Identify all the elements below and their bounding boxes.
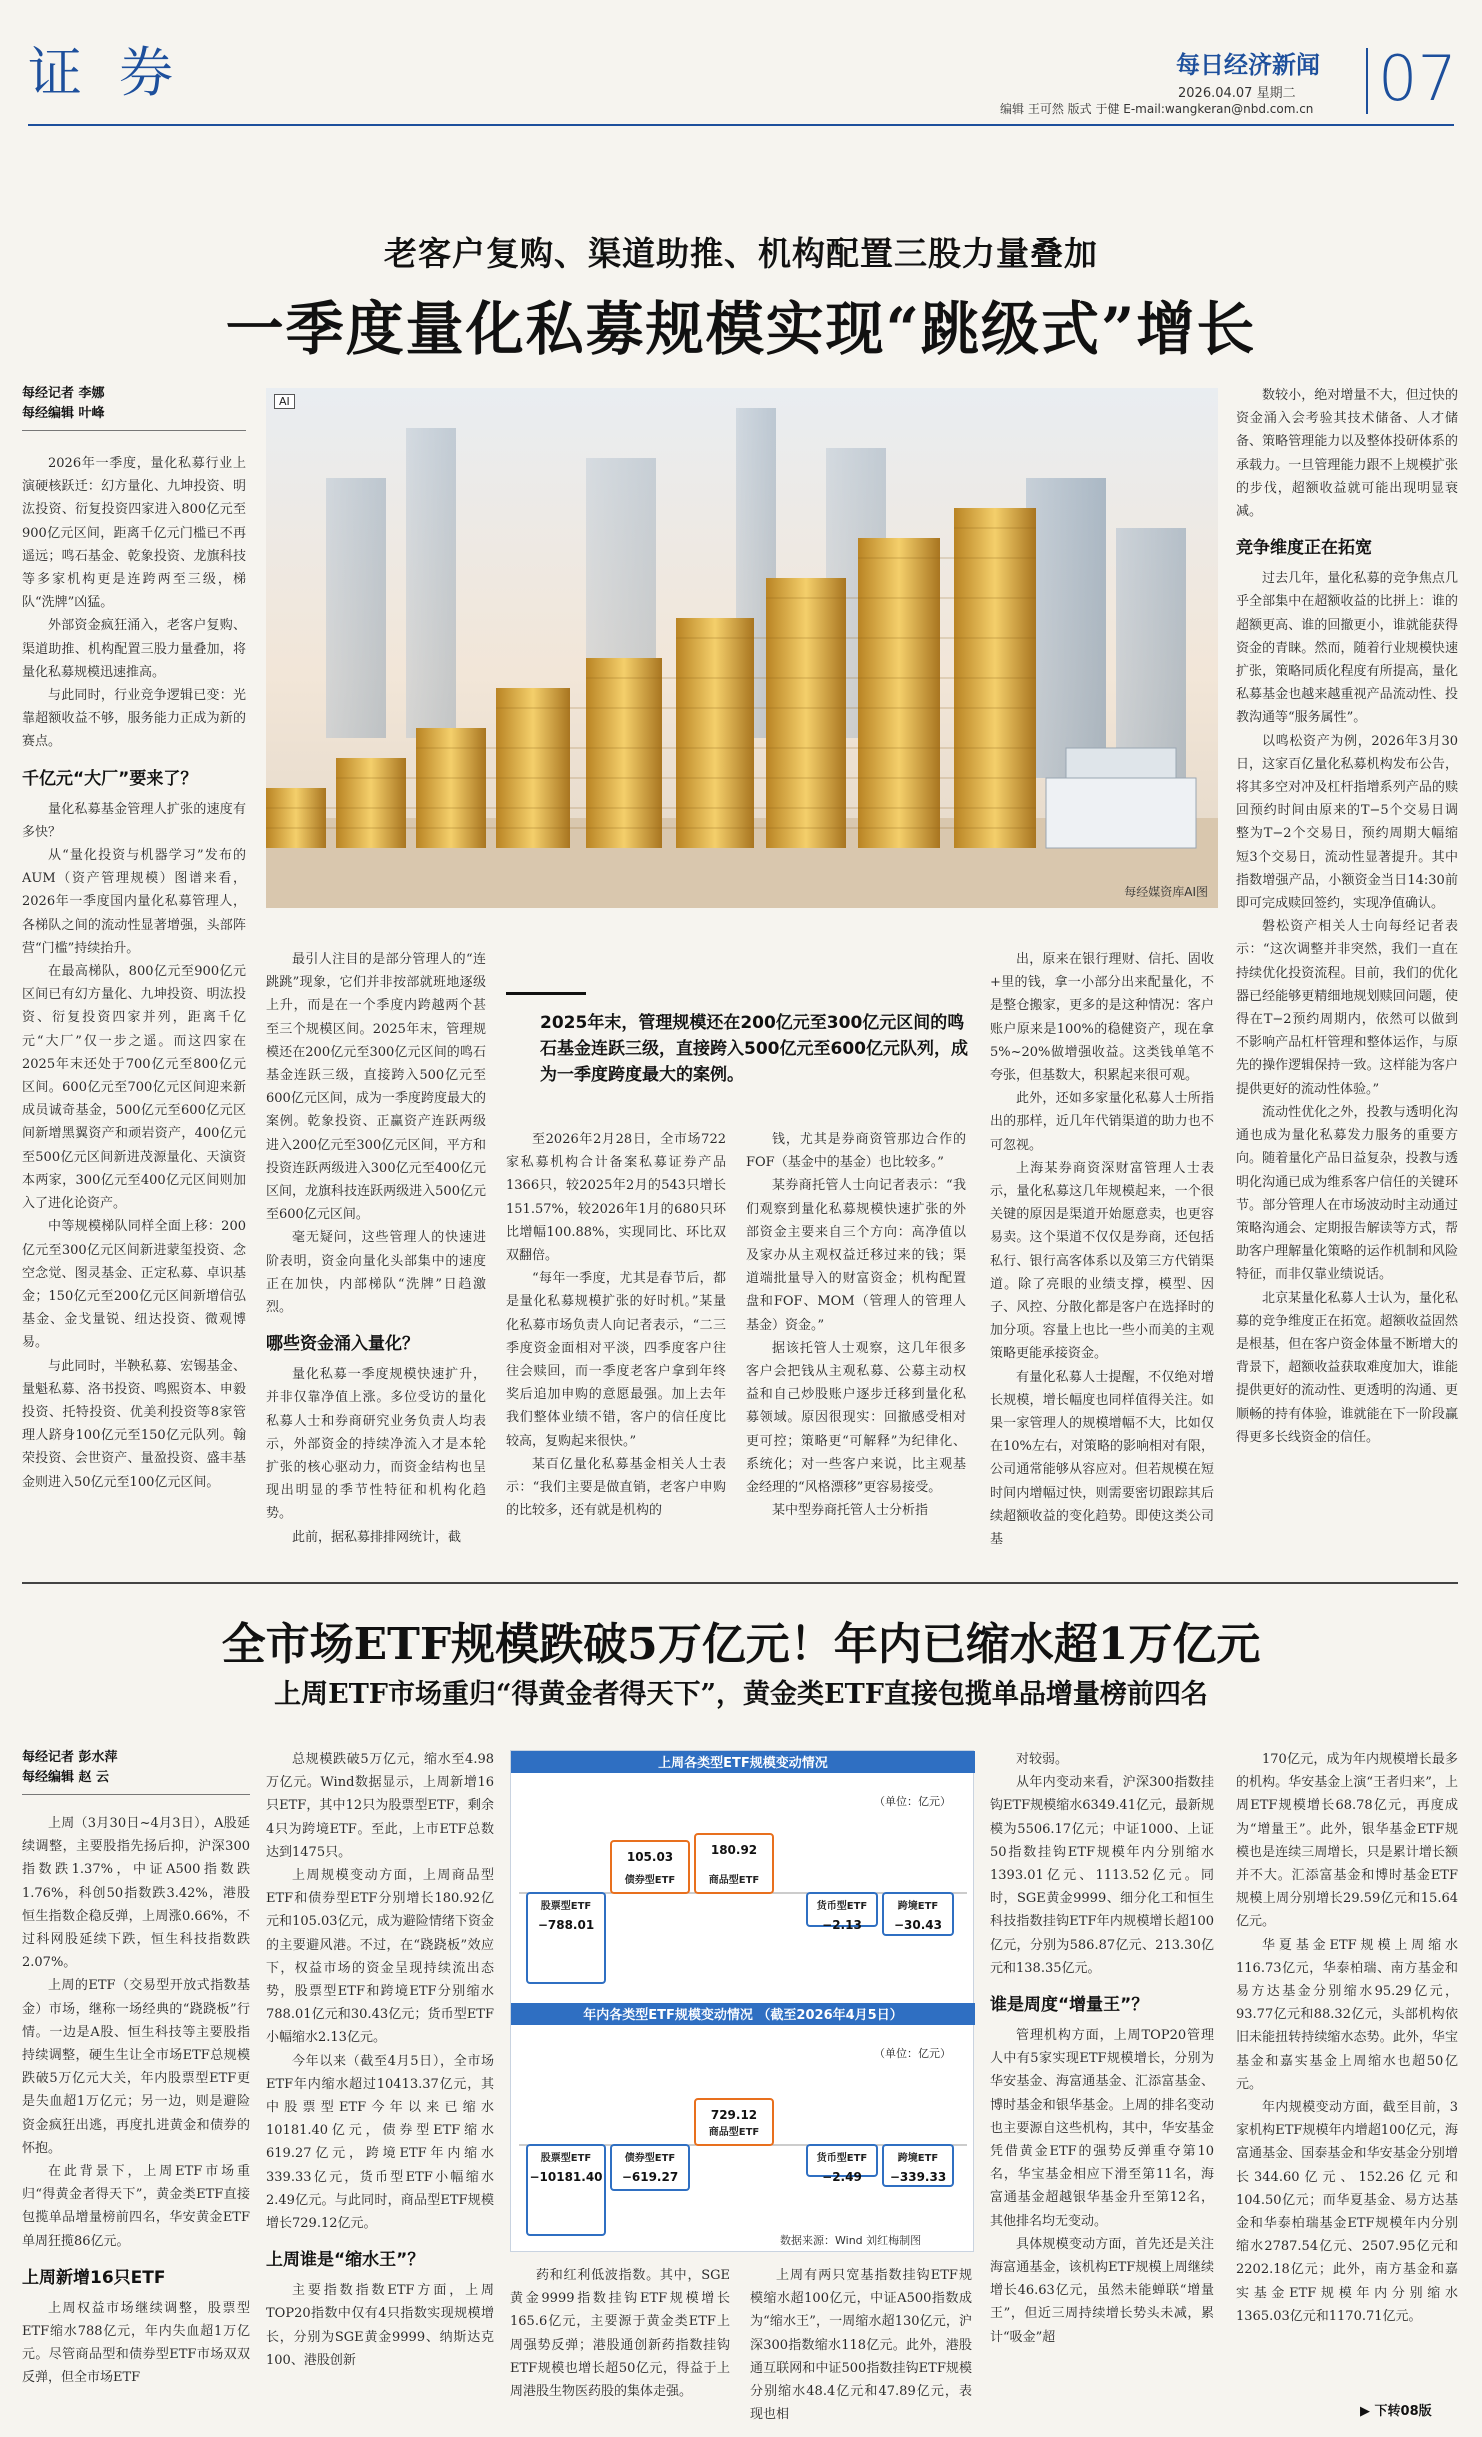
article1-column-3 [506, 1128, 726, 1572]
article2-headline: 全市场ETF规模跌破5万亿元！年内已缩水超1万亿元 [221, 1619, 1261, 1670]
paragraph: 与此同时，半鞅私募、宏锡基金、量魁私募、洛书投资、鸣熙资本、申毅投资、托特投资、优美利投资等8家管理人跻身100亿元至150亿元队列。翰荣投资、会世资产、量盈投资、盛丰基金则进入50亿元至100亿元区间。 [22, 1358, 246, 1490]
article2-byline [22, 1748, 250, 1805]
paragraph: 170亿元，成为年内规模增长最多的机构。华安基金上演“王者归来”，上周ETF规模增长68.78亿元，再度成为“增量王”。此外，银华基金ETF规模也是连续三周增长，只是累计增长额并不大。汇添富基金和博时基金ETF规模上周分别增长29.59亿元和15.64亿元。 [1236, 1752, 1458, 1930]
reporter-name: 每经记者 彭水萍 [22, 1750, 118, 1765]
category-label: 跨境ETF [897, 1901, 939, 1912]
category-label: 货币型ETF [816, 2153, 868, 2164]
article2-column-2 [266, 1748, 494, 2426]
paragraph: 钱，尤其是券商资管那边合作的FOF（基金中的基金）也比较多。” [746, 1132, 966, 1171]
value-label: 729.12 [710, 2108, 758, 2122]
subheading: 上周新增16只ETF [22, 2267, 166, 2288]
masthead [0, 0, 1482, 125]
paragraph: 在最高梯队，800亿元至900亿元区间已有幻方量化、九坤投资、明汯投资、衍复投资四家并列，距离千亿元“大厂”仅一步之遥。而这四家在2025年末还处于700亿元至800亿元区间。600亿元至700亿元区间迎来新成员诚奇基金，500亿元至600亿元区间新增黑翼资产和顽岩资产，400亿元至500亿元区间新进茂源量化、天演资本两家，300亿元至400亿元区间则加入了进化论资产。 [22, 964, 246, 1212]
article1-column-5 [990, 948, 1214, 1572]
byline-rule [22, 1794, 250, 1795]
value-label: −2.13 [822, 1918, 862, 1932]
paragraph: 至2026年2月28日，全市场722家私募机构合计备案私募证券产品1366只，较2025年2月的543只增长151.57%，较2026年1月的680只环比增幅100.88%，实现同比、环比双双翻倍。 [506, 1132, 726, 1264]
paragraph: 某券商托管人士向记者表示：“我们观察到量化私募规模快速扩张的外部资金主要来自三个方向：高净值以及家办从主观权益迁移过来的钱；渠道端批量导入的财富资金；机构配置盘和FOF、MOM（管理人的管理人基金）资金。” [746, 1178, 966, 1333]
continue-arrow-icon: ▶ [1360, 2404, 1375, 2419]
article1-kicker: 老客户复购、渠道助推、机构配置三股力量叠加 [384, 234, 1098, 273]
ai-image-tag: AI [274, 394, 295, 409]
paragraph: 以鸣松资产为例，2026年3月30日，这家百亿量化私募机构发布公告，将其多空对冲及杠杆指增系列产品的赎回预约时间由原来的T−5个交易日调整为T−2个交易日，预约周期大幅缩短3个交易日，流动性显著提升。其中指数增强产品，小额资金当日14:30前即可完成赎回签约，实现净值确认。 [1236, 733, 1458, 912]
paragraph: 上海某券商资深财富管理人士表示，量化私募这几年规模起来，一个很关键的原因是渠道开始愿意卖，也更容易卖。这个渠道不仅仅是券商，还包括私行、银行高客体系以及第三方代销渠道。除了亮眼的业绩支撑，模型、因子、风控、分散化都是客户在选择时的加分项。容量上也比一些小而美的主观策略更能承接资金。 [990, 1160, 1214, 1362]
paragraph: 上周（3月30日~4月3日），A股延续调整，主要股指先扬后抑，沪深300指数跌1.37%，中证A500指数跌1.76%，科创50指数跌3.42%，港股恒生指数企稳反弹，上周涨0.66%，不过科网股延续下跌，恒生科技指数跌2.07%。 [22, 1816, 250, 1971]
value-label: 180.92 [710, 1843, 758, 1857]
category-label: 跨境ETF [897, 2153, 939, 2164]
article2-column-3 [510, 2264, 730, 2426]
paragraph: “每年一季度，尤其是春节后，都是量化私募规模扩张的好时机。”某量化私募市场负责人向记者表示，“二三季度资金面相对平淡，四季度客户往往会赎回，而一季度老客户拿到年终奖后追加申购的意愿最强。加上去年我们整体业绩不错，客户的信任度比较高，复购起来很快。” [506, 1271, 726, 1449]
subheading: 千亿元“大厂”要来了？ [22, 768, 198, 789]
pull-quote [506, 992, 974, 1100]
paragraph: 在此背景下，上周ETF市场重归“得黄金者得天下”，黄金类ETF直接包揽单品增量榜前四名，华安黄金ETF单周狂揽86亿元。 [22, 2164, 250, 2249]
newspaper-name: 每日经济新闻 [1176, 51, 1320, 79]
category-label: 商品型ETF [708, 1875, 760, 1886]
subheading: 谁是周度“增量王”？ [990, 1995, 1149, 2016]
pull-quote-text: 2025年末，管理规模还在200亿元至300亿元区间的鸣石基金连跃三级，直接跨入500亿元至600亿元队列，成为一季度跨度最大的案例。 [540, 1013, 968, 1085]
pull-quote-rule [506, 992, 586, 995]
paragraph: 上周有两只宽基指数挂钩ETF规模缩水超100亿元，中证A500指数成为“缩水王”，一周缩水超130亿元，沪深300指数缩水118亿元。此外，港股通互联网和中证500指数挂钩ETF规模分别缩水48.4亿元和47.89亿元，表现也相 [750, 2268, 972, 2423]
byline-rule [22, 430, 246, 431]
page-number-divider [1366, 48, 1368, 114]
chart-data-source: 数据来源：Wind 刘红梅制图 [780, 2234, 922, 2247]
bar [695, 2099, 773, 2145]
paragraph: 与此同时，行业竞争逻辑已变：光靠超额收益不够，服务能力正成为新的赛点。 [22, 688, 246, 750]
paragraph: 2026年一季度，量化私募行业上演硬核跃迁：幻方量化、九坤投资、明汯投资、衍复投资四家进入800亿元至900亿元区间，距离千亿元门槛已不再遥远；鸣石基金、乾象投资、龙旗科技等多家机构更是连跨两至三级，梯队“洗牌”凶猛。 [22, 456, 246, 611]
paragraph: 最引人注目的是部分管理人的“连跳跳”现象，它们并非按部就班地逐级上升，而是在一个季度内跨越两个甚至三个规模区间。2025年末，管理规模还在200亿元至300亿元区间的鸣石基金连跃三级，直接跨入500亿元至600亿元区间，成为一季度跨度最大的案例。乾象投资、正赢资产连跃两级进入200亿元至300亿元区间，平方和投资连跃两级进入300亿元至400亿元区间，龙旗科技连跃两级进入500亿元至600亿元区间。 [266, 952, 486, 1223]
paragraph: 据该托管人士观察，这几年很多客户会把钱从主观私募、公募主动权益和自己炒股账户逐步迁移到量化私募领域。原因很现实：回撤感受相对更可控；策略更“可解释”为纪律化、系统化；对一些客户来说，比主观基金经理的“风格漂移”更容易接受。 [746, 1340, 966, 1496]
paragraph: 有量化私募人士提醒，不仅绝对增长规模，增长幅度也同样值得关注。如果一家管理人的规模增幅不大，比如仅在10%左右，对策略的影响相对有限，公司通常能够从容应对。但若规模在短时间内增幅过快，则需要密切跟踪其后续超额收益的变化趋势。即使这类公司基 [990, 1369, 1214, 1548]
value-label: 105.03 [626, 1850, 674, 1864]
paragraph: 磐松资产相关人士向每经记者表示：“这次调整并非突然，我们一直在持续优化投资流程。目前，我们的优化器已经能够更精细地规划赎回问题，使得在T−2预约周期内，依然可以做到不影响产品杠杆管理和整体运作，与原先的操作逻辑保持一致。这样能为客户提供更好的流动性体验。” [1236, 919, 1458, 1097]
subheading: 竞争维度正在拓宽 [1236, 538, 1372, 559]
continued-note-text: 下转08版 [1374, 2404, 1432, 2419]
paragraph: 量化私募基金管理人扩张的速度有多快？ [22, 801, 246, 840]
paragraph: 出，原来在银行理财、信托、固收+里的钱，拿一小部分出来配量化，不是整仓搬家，更多的是这种情况：客户账户原来是100%的稳健资产，现在拿5%~20%做增强收益。这类钱单笔不夸张，但基数大，积累起来很可观。 [990, 952, 1214, 1084]
article1-column-6 [1236, 384, 1458, 1572]
chart-unit-label: （单位：亿元） [874, 2047, 951, 2060]
paragraph: 管理机构方面，上周TOP20管理人中有5家实现ETF规模增长，分别为华安基金、海富通基金、汇添富基金、博时基金和银华基金。上周的排名变动也主要源自这些机构，其中，华安基金凭借黄金ETF的强势反弹重夺第10名，华宝基金相应下滑至第11名，海富通基金超越银华基金升至第12名，其他排名均无变动。 [990, 2028, 1214, 2229]
value-label: −619.27 [621, 2170, 679, 2184]
paragraph: 药和红利低波指数。其中，SGE黄金9999指数挂钩ETF规模增长165.6亿元，主要源于黄金类ETF上周强势反弹；港股通创新药指数挂钩ETF规模也增长超50亿元，得益于上周港股生物医药股的集体走强。 [510, 2268, 730, 2400]
paragraph: 某中型券商托管人士分析指 [772, 1503, 929, 1519]
value-label: −339.33 [889, 2170, 947, 2184]
article1-headline: 一季度量化私募规模实现“跳级式”增长 [225, 295, 1257, 363]
paragraph: 量化私募一季度规模快速扩升，并非仅靠净值上涨。多位受访的量化私募人士和券商研究业务负责人均表示，外部资金的持续净流入才是本轮扩张的核心驱动力，而资金结构也呈现出明显的季节性特征和机构化趋势。 [266, 1367, 486, 1522]
paragraph: 毫无疑问，这些管理人的快速进阶表明，资金向量化头部集中的速度正在加快，内部梯队“洗牌”日趋激烈。 [266, 1230, 486, 1316]
category-label: 股票型ETF [540, 1901, 592, 1912]
chart-unit-label: （单位：亿元） [874, 1795, 951, 1808]
paragraph: 上周权益市场继续调整，股票型ETF缩水788亿元，年内失血超1万亿元。尽管商品型和债券型ETF市场双双反弹，但全市场ETF [22, 2300, 250, 2386]
article1-column-2 [266, 948, 486, 1572]
article1-column-1 [22, 452, 246, 1572]
category-label: 债券型ETF [624, 1875, 676, 1886]
paragraph: 过去几年，量化私募的竞争焦点几乎全部集中在超额收益的比拼上：谁的超额更高、谁的回撤更小，谁就能获得资金的青睐。然而，随着行业规模快速扩张，策略同质化程度有所提高，量化私募基金也越来越重视产品流动性、投教沟通等“服务属性”。 [1236, 571, 1458, 726]
article1-illustration [266, 388, 1218, 908]
image-credit: 每经媒资库AI图 [1124, 885, 1208, 899]
subheading: 上周谁是“缩水王”？ [266, 2250, 425, 2271]
category-label: 债券型ETF [624, 2153, 676, 2164]
staff-line: 编辑 王可然 版式 于健 E-mail:wangkeran@nbd.com.cn [1000, 102, 1314, 116]
coin-stacks-city-graphic [266, 388, 1218, 908]
paragraph: 具体规模变动方面，首先还是关注海富通基金，该机构ETF规模上周继续增长46.63亿元，虽然未能蝉联“增量王”，但近三周持续增长势头未减，累计“吸金”超 [990, 2236, 1214, 2345]
etf-charts-svg [511, 1751, 975, 2253]
etf-chart-panel [510, 1750, 974, 2252]
paragraph: 北京某量化私募人士认为，量化私募的竞争维度正在拓宽。超额收益固然是根基，但在客户资金体量不断增大的背景下，超额收益获取难度加大，谁能提供更好的流动性、更透明的沟通、更顺畅的持有体验，谁就能在下一阶段赢得更多长线资金的信任。 [1236, 1290, 1458, 1445]
page-number: 07 [1378, 42, 1457, 115]
article2-column-5 [990, 1748, 1214, 2426]
article1-byline [22, 384, 246, 441]
paragraph: 从年内变动来看，沪深300指数挂钩ETF规模缩水6349.41亿元，最新规模为5506.17亿元；中证1000、上证50指数挂钩ETF规模年内分别缩水1393.01亿元、1113.52亿元。同时，SGE黄金9999、细分化工和恒生科技指数挂钩ETF年内规模增长超100亿元，分别为586.87亿元、213.30亿元和138.35亿元。 [990, 1775, 1214, 1976]
chart-title: 年内各类型ETF规模变动情况 （截至2026年4月5日） [583, 2008, 903, 2023]
section-title: 证 券 [28, 41, 184, 104]
paragraph: 中等规模梯队同样全面上移：200亿元至300亿元区间新进蒙玺投资、念空念觉、图灵基金、正定私募、卓识基金；150亿元至200亿元区间新增信弘基金、金戈量锐、纽达投资、微观博易。 [22, 1219, 246, 1351]
paragraph: 此外，还如多家量化私募人士所指出的那样，近几年代销渠道的助力也不可忽视。 [990, 1091, 1214, 1153]
paragraph: 今年以来（截至4月5日），全市场ETF年内缩水超过10413.37亿元，其中股票型ETF今年以来已缩水10181.40亿元，债券型ETF缩水619.27亿元，跨境ETF年内缩水339.33亿元，货币型ETF小幅缩水2.49亿元。与此同时，商品型ETF规模增长729.12亿元。 [266, 2053, 494, 2232]
continued-note [1360, 2400, 1432, 2419]
article2-column-4 [750, 2264, 972, 2426]
paragraph: 某百亿量化私募基金相关人士表示：“我们主要是做直销，老客户申购的比较多，还有就是机构的 [506, 1456, 726, 1519]
chart-title: 上周各类型ETF规模变动情况 [658, 1756, 828, 1771]
value-label: −10181.40 [529, 2170, 603, 2184]
article2-column-6 [1236, 1748, 1458, 2388]
paragraph: 上周规模变动方面，上周商品型ETF和债券型ETF分别增长180.92亿元和105.03亿元，成为避险情绪下资金的主要避风港。不过，在“跷跷板”效应下，权益市场的资金呈现持续流出态势，股票型ETF和跨境ETF分别缩水788.01亿元和30.43亿元；货币型ETF小幅缩水2.13亿元。 [266, 1868, 494, 2046]
paragraph: 数较小，绝对增量不大，但过快的资金涌入会考验其技术储备、人才储备、策略管理能力以及整体投研体系的承载力。一旦管理能力跟不上规模扩张的步伐，超额收益就可能出现明显衰减。 [1236, 388, 1458, 520]
paragraph: 此前，据私募排排网统计，截 [292, 1529, 462, 1545]
value-label: −2.49 [822, 2170, 862, 2184]
paragraph: 流动性优化之外，投教与透明化沟通也成为量化私募发力服务的重要方向。随着量化产品日益复杂，投教与透明化沟通已成为维系客户信任的关键环节。部分管理人在市场波动时主动通过策略沟通会、定期报告解读等方式，帮助客户理解量化策略的运作机制和风险特征，而非仅靠业绩说话。 [1236, 1104, 1458, 1283]
category-label: 商品型ETF [708, 2127, 760, 2138]
paragraph: 从“量化投资与机器学习”发布的AUM（资产管理规模）图谱来看，2026年一季度国内量化私募管理人，各梯队之间的流动性显著增强，头部阵营“门槛”持续抬升。 [22, 848, 246, 956]
paragraph: 对较弱。 [1016, 1752, 1069, 1767]
category-label: 股票型ETF [540, 2153, 592, 2164]
article-divider [22, 1582, 1458, 1584]
subheading: 哪些资金涌入量化？ [266, 1334, 419, 1355]
paragraph: 外部资金疯狂涌入，老客户复购、渠道助推、机构配置三股力量叠加，将量化私募规模迅速推高。 [22, 618, 246, 680]
paragraph: 主要指数指数ETF方面，上周TOP20指数中仅有4只指数实现规模增长，分别为SGE黄金9999、纳斯达克100、港股创新 [266, 2283, 494, 2368]
paragraph: 年内规模变动方面，截至目前，3家机构ETF规模年内增超100亿元，海富通基金、国泰基金和华安基金分别增长344.60亿元、152.26亿元和104.50亿元；而华夏基金、易方达基金和华泰柏瑞基金ETF规模年内分别缩水2787.54亿元、2507.95亿元和2202.18亿元；此外，南方基金和嘉实基金ETF规模年内分别缩水1365.03亿元和1170.71亿元。 [1236, 2100, 1458, 2324]
paragraph: 上周的ETF（交易型开放式指数基金）市场，继称一场经典的“跷跷板”行情。一边是A股、恒生科技等主要股指持续调整，硬生生让全市场ETF总规模跌破5万亿元大关，年内股票型ETF更是失血超1万亿元；另一边，则是避险资金疯狂出逃，再度扎进黄金和债券的怀抱。 [22, 1978, 250, 2156]
category-label: 货币型ETF [816, 1901, 868, 1912]
paragraph: 总规模跌破5万亿元，缩水至4.98万亿元。Wind数据显示，上周新增16只ETF，其中12只为股票型ETF，剩余4只为跨境ETF。至此，上市ETF总数达到1475只。 [266, 1752, 494, 1860]
value-label: −788.01 [537, 1918, 595, 1932]
issue-date: 2026.04.07 星期二 [1178, 86, 1296, 101]
article2-subheadline: 上周ETF市场重归“得黄金者得天下”，黄金类ETF直接包揽单品增量榜前四名 [274, 1679, 1208, 1710]
reporter-name: 每经记者 李娜 [22, 386, 105, 401]
editor-name: 每经编辑 叶峰 [22, 406, 105, 421]
article1-column-4 [746, 1128, 966, 1572]
value-label: −30.43 [893, 1918, 943, 1932]
editor-name: 每经编辑 赵 云 [22, 1770, 110, 1785]
masthead-rule [28, 124, 1454, 126]
article2-column-1 [22, 1812, 250, 2426]
paragraph: 华夏基金ETF规模上周缩水116.73亿元，华泰柏瑞、南方基金和易方达基金分别缩水95.29亿元，93.77亿元和88.32亿元，头部机构依旧未能扭转持续缩水态势。此外，华宝基金和嘉实基金上周缩水也超50亿元。 [1236, 1937, 1458, 2092]
